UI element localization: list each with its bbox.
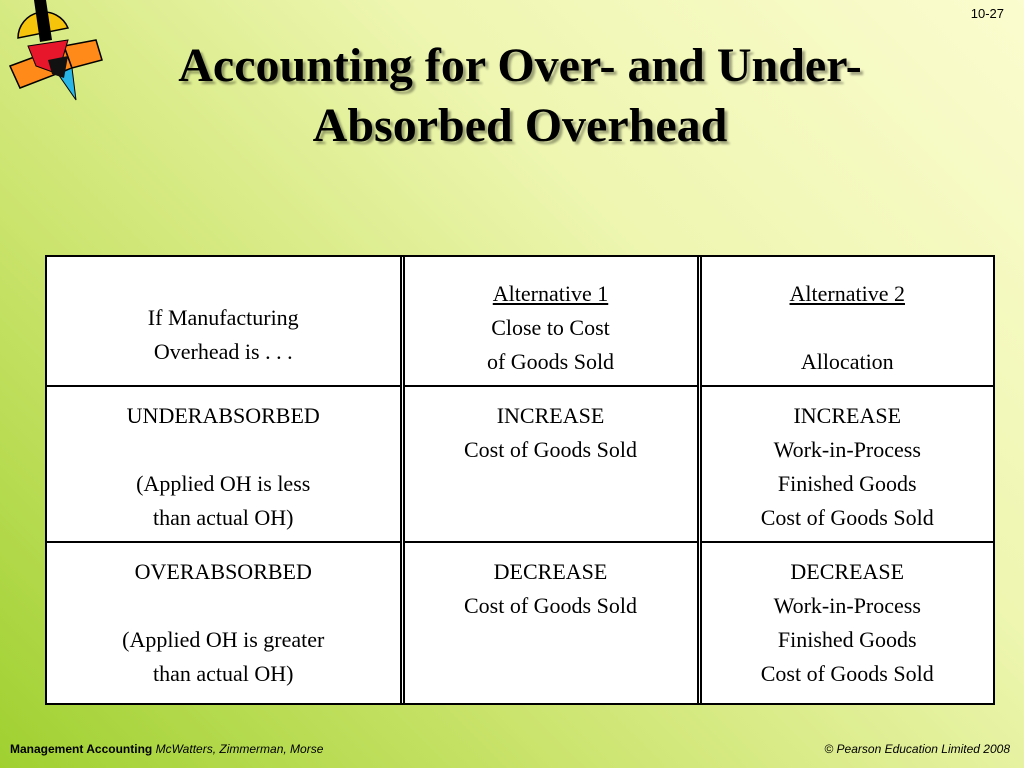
header-cell-alternative-2 — [699, 257, 993, 386]
underabsorbed-blank — [47, 433, 400, 467]
underabsorbed-label: UNDERABSORBED — [126, 403, 320, 428]
underabsorbed-condition-cell — [47, 386, 402, 542]
underabsorbed-alt1-account: Cost of Goods Sold — [464, 437, 637, 462]
overabsorbed-condition-cell — [47, 542, 402, 704]
alternative-1-line-3: of Goods Sold — [486, 349, 615, 374]
underabsorbed-alt2-account-2: Finished Goods — [777, 471, 917, 496]
footer-book-title: Management Accounting — [10, 742, 153, 756]
footer-copyright: © Pearson Education Limited 2008 — [824, 742, 1010, 756]
overabsorbed-blank — [47, 589, 400, 623]
overabsorbed-alt2-action: DECREASE — [790, 559, 905, 584]
title-line-2: Absorbed Overhead — [312, 99, 728, 152]
table-header-row — [47, 257, 993, 386]
underabsorbed-note-2: than actual OH) — [153, 505, 294, 530]
underabsorbed-alternative-2-cell — [699, 386, 993, 542]
underabsorbed-alt2-action: INCREASE — [793, 403, 902, 428]
overabsorbed-alt1-action: DECREASE — [493, 559, 608, 584]
overabsorbed-note-1: (Applied OH is greater — [122, 627, 325, 652]
underabsorbed-alt1-action: INCREASE — [496, 403, 605, 428]
overabsorbed-alt2-account-1: Work-in-Process — [773, 593, 921, 618]
footer-source — [10, 742, 323, 756]
alternative-2-line-2 — [702, 311, 994, 345]
alternative-2-line-3: Allocation — [800, 349, 894, 374]
overabsorbed-alternative-1-cell — [402, 542, 699, 704]
header-condition-line-2: Overhead is . . . — [153, 339, 293, 364]
overabsorbed-label: OVERABSORBED — [134, 559, 312, 584]
header-condition-line-1: If Manufacturing — [147, 305, 299, 330]
slide-title — [60, 36, 980, 156]
underabsorbed-note-1: (Applied OH is less — [136, 471, 311, 496]
overabsorbed-alt2-account-3: Cost of Goods Sold — [760, 661, 934, 686]
alternative-1-line-2: Close to Cost — [491, 315, 610, 340]
overabsorbed-alternative-2-cell — [699, 542, 993, 704]
table-row-underabsorbed — [47, 386, 993, 542]
underabsorbed-alt2-account-1: Work-in-Process — [773, 437, 921, 462]
overabsorbed-note-2: than actual OH) — [153, 661, 294, 686]
overabsorbed-alt1-account: Cost of Goods Sold — [464, 593, 637, 618]
footer-authors: McWatters, Zimmerman, Morse — [155, 742, 324, 756]
alternative-2-heading: Alternative 2 — [789, 281, 905, 306]
overhead-alternatives-table — [45, 255, 995, 705]
header-cell-alternative-1 — [402, 257, 699, 386]
alternative-1-heading: Alternative 1 — [492, 281, 609, 306]
overabsorbed-alt2-account-2: Finished Goods — [777, 627, 917, 652]
title-line-1: Accounting for Over- and Under- — [178, 39, 862, 92]
table-row-overabsorbed — [47, 542, 993, 704]
underabsorbed-alt2-account-3: Cost of Goods Sold — [760, 505, 934, 530]
slide-number: 10-27 — [970, 6, 1004, 21]
underabsorbed-alternative-1-cell — [402, 386, 699, 542]
header-cell-condition — [47, 257, 402, 386]
